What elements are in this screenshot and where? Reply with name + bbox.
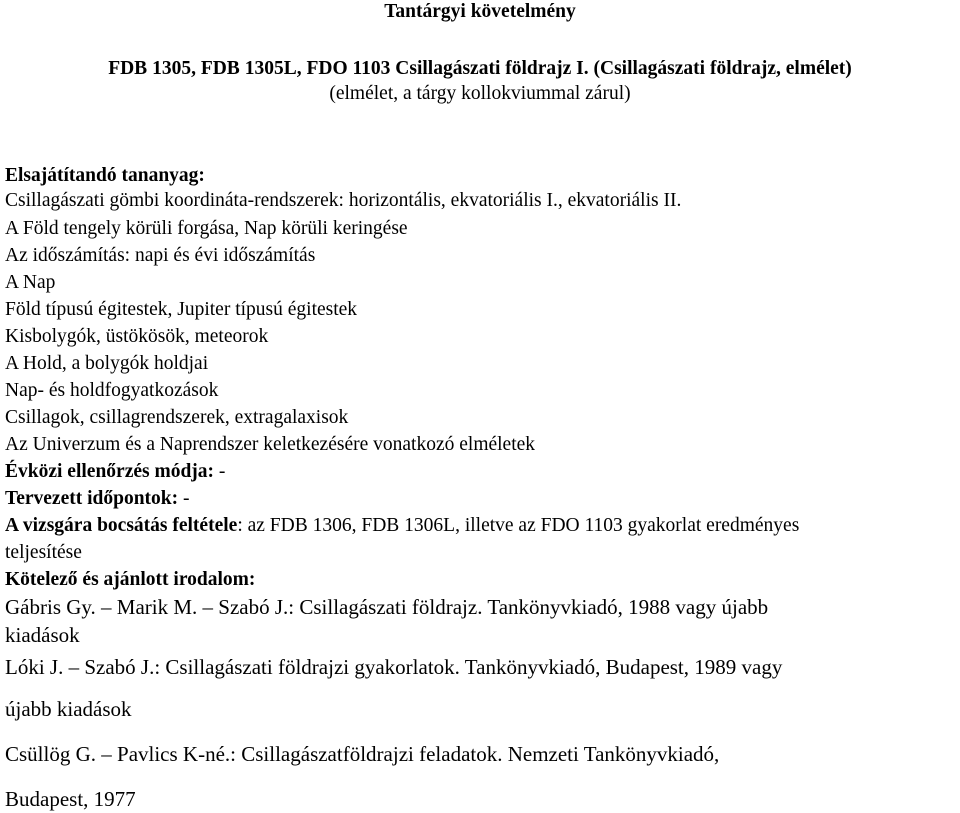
- exam-value-continued: teljesítése: [5, 542, 82, 563]
- literature-item-continued: újabb kiadások: [5, 697, 132, 721]
- page-title: Tantárgyi követelmény: [384, 1, 576, 22]
- syllabus-item: Az időszámítás: napi és évi időszámítás: [5, 245, 316, 266]
- syllabus-item: Kisbolygók, üstökösök, meteorok: [5, 326, 269, 347]
- syllabus-item: A Hold, a bolygók holdjai: [5, 353, 209, 374]
- course-subtitle: (elmélet, a tárgy kollokviummal zárul): [329, 83, 631, 104]
- assessment-value: -: [214, 461, 226, 482]
- syllabus-item: Nap- és holdfogyatkozások: [5, 380, 219, 401]
- dates-label: Tervezett időpontok:: [5, 488, 179, 509]
- syllabus-item: Csillagok, csillagrendszerek, extragalaxisok: [5, 407, 349, 428]
- literature-item-continued: Budapest, 1977: [5, 787, 136, 811]
- literature-heading: Kötelező és ajánlott irodalom:: [5, 569, 256, 590]
- syllabus-heading: Elsajátítandó tananyag:: [5, 165, 205, 186]
- dates-row: [5, 488, 190, 510]
- exam-value: : az FDB 1306, FDB 1306L, illetve az FDO 1103 gyakorlat eredményes: [237, 515, 800, 536]
- assessment-row: [5, 461, 225, 483]
- syllabus-item: Föld típusú égitestek, Jupiter típusú égitestek: [5, 299, 358, 320]
- literature-item: Csüllög G. – Pavlics K-né.: Csillagászatföldrajzi feladatok. Nemzeti Tankönyvkiadó,: [5, 742, 720, 766]
- dates-value: -: [178, 488, 190, 509]
- assessment-label: Évközi ellenőrzés módja:: [5, 461, 215, 482]
- syllabus-item: A Nap: [5, 272, 56, 293]
- syllabus-item: Az Univerzum és a Naprendszer keletkezésére vonatkozó elméletek: [5, 434, 536, 455]
- exam-row: [5, 515, 799, 537]
- syllabus-item: Csillagászati gömbi koordináta-rendszerek: horizontális, ekvatoriális I., ekvatoriális II.: [5, 190, 682, 211]
- syllabus-item: A Föld tengely körüli forgása, Nap körüli keringése: [5, 218, 408, 239]
- course-title: FDB 1305, FDB 1305L, FDO 1103 Csillagászati földrajz I. (Csillagászati földrajz, elmélet): [108, 58, 852, 79]
- exam-label: A vizsgára bocsátás feltétele: [5, 515, 238, 536]
- literature-item: Lóki J. – Szabó J.: Csillagászati földrajzi gyakorlatok. Tankönyvkiadó, Budapest, 1989 vagy: [5, 655, 783, 679]
- literature-item: Gábris Gy. – Marik M. – Szabó J.: Csillagászati földrajz. Tankönyvkiadó, 1988 vagy újabb: [5, 595, 769, 619]
- literature-item-continued: kiadások: [5, 623, 80, 647]
